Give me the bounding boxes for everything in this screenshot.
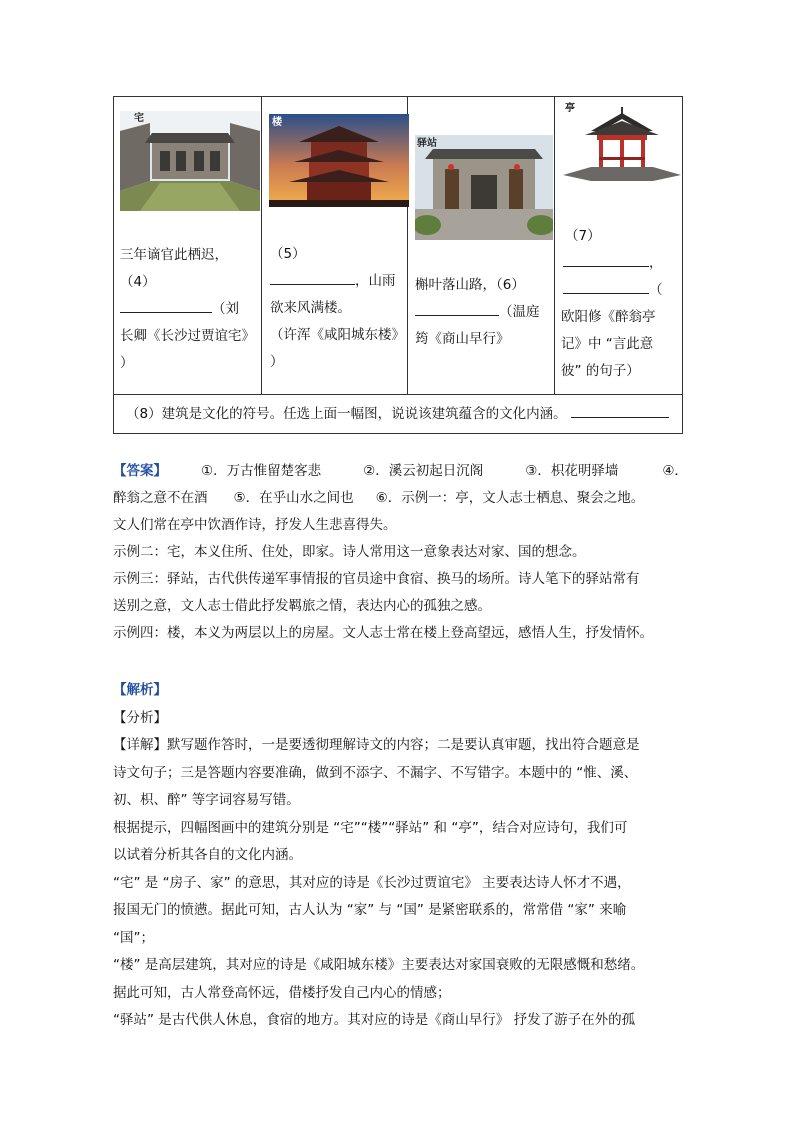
pavilion-photo bbox=[563, 101, 681, 189]
col2-author: （许浑《咸阳城东楼》 bbox=[270, 327, 405, 343]
col1-line3: （刘 bbox=[120, 296, 239, 323]
residence-image bbox=[120, 111, 260, 211]
question-table bbox=[113, 96, 683, 434]
col3-line2: （温庭 bbox=[415, 299, 540, 326]
answer-line-3: 文人们常在亭中饮酒作诗，抒发人生悲喜得失。 bbox=[113, 517, 397, 533]
answer-blank-7b[interactable] bbox=[563, 279, 649, 294]
answer-blank-6[interactable] bbox=[415, 301, 499, 316]
col1-line2: （4） bbox=[120, 274, 156, 290]
analysis-line-5: “宅” 是 “房子、家” 的意思，其对应的诗是《长沙过贾谊宅》 主要表达诗人怀才不遇， bbox=[113, 874, 631, 891]
analysis-line-8: “楼” 是高层建筑，其对应的诗是《咸阳城东楼》主要表达对家国衰败的无限感慨和愁绪。 bbox=[113, 957, 645, 973]
col4-quote: 记》中 “言此意 bbox=[561, 336, 654, 352]
pavilion-label: 亭 bbox=[565, 103, 575, 114]
analysis-sub: 【分析】 bbox=[113, 709, 167, 726]
analysis-line-6: 报国无门的愤懑。据此可知，古人认为 “家” 与 “国” 是紧密联系的，常常借 “家” 来喻 bbox=[113, 902, 627, 918]
answer-item-1: ①．万古惟留楚客悲 bbox=[201, 463, 322, 479]
analysis-line-4: 以试着分析其各自的文化内涵。 bbox=[113, 847, 302, 863]
post-station-photo bbox=[415, 135, 553, 240]
answer-line-4: 示例二：宅，本义住所、住处，即家。诗人常用这一意象表达对家、国的想念。 bbox=[113, 544, 586, 560]
column-post-station bbox=[408, 97, 555, 394]
question-8-row bbox=[114, 394, 682, 433]
answer-line-2: 醉翁之意不在酒 ⑤．在乎山水之间也 ⑥．示例一：亭，文人志士栖息、聚会之地。 bbox=[113, 490, 645, 506]
answer-item-3: ③．枳花明驿墙 bbox=[525, 463, 619, 479]
answer-tag: 【答案】 bbox=[113, 463, 167, 479]
col2-line2: ，山雨 bbox=[270, 268, 396, 295]
analysis-line-1: 诗文句子；三是答题内容要准确，做到不添字、不漏字、不写错字。本题中的 “惟、溪、 bbox=[113, 764, 638, 781]
pavilion-image bbox=[563, 101, 681, 189]
col2-line3: 欲来风满楼。 bbox=[270, 300, 351, 316]
col2-close: ） bbox=[270, 354, 284, 370]
analysis-line-10: “驿站” 是古代供人休息，食宿的地方。其对应的诗是《商山早行》 抒发了游子在外的孤 bbox=[113, 1012, 636, 1028]
col1-author: 长卿《长沙过贾谊宅》 bbox=[120, 328, 255, 344]
col4-line3: （ bbox=[563, 277, 663, 304]
analysis-tag: 【解析】 bbox=[113, 682, 167, 698]
residence-label: 宅 bbox=[134, 113, 144, 124]
answer-blank-4[interactable] bbox=[120, 298, 212, 313]
table-columns bbox=[114, 97, 682, 394]
analysis-line-7: “国”； bbox=[113, 929, 154, 946]
analysis-line-2: 初、枳、醉” 等字词容易写错。 bbox=[113, 792, 300, 808]
col3-author: 筠《商山早行》 bbox=[415, 331, 510, 347]
analysis-line-0: 【详解】默写题作答时，一是要透彻理解诗文的内容；二是要认真审题，找出符合题意是 bbox=[113, 737, 640, 753]
answer-line-1 bbox=[113, 458, 688, 485]
tower-photo bbox=[269, 114, 409, 207]
analysis-line-3: 根据提示，四幅图画中的建筑分别是 “宅”“楼”“驿站” 和 “亭”，结合对应诗句，我们可 bbox=[113, 819, 628, 836]
answer-blank-7a[interactable] bbox=[563, 252, 649, 267]
col2-line1: （5） bbox=[270, 246, 306, 262]
analysis-section bbox=[113, 677, 683, 1035]
answer-blank-5[interactable] bbox=[270, 270, 355, 285]
answer-line-7: 示例四：楼，本义为两层以上的房屋。文人志士常在楼上登高望远，感悟人生，抒发情怀。 bbox=[113, 625, 653, 641]
col1-close: ） bbox=[120, 355, 134, 371]
col4-quote-end: 彼” 的句子） bbox=[561, 363, 640, 379]
column-tower bbox=[262, 97, 408, 394]
question-8-text: （8）建筑是文化的符号。任选上面一幅图，说说该建筑蕴含的文化内涵。 bbox=[126, 406, 567, 422]
col3-line1: 槲叶落山路，（6） bbox=[415, 277, 525, 293]
analysis-line-9: 据此可知，古人常登高怀远，借楼抒发自己内心的情感； bbox=[113, 984, 451, 1001]
column-residence bbox=[114, 97, 262, 394]
post-station-label: 驿站 bbox=[417, 138, 437, 149]
answer-line-5: 示例三：驿站，古代供传递军事情报的官员途中食宿、换马的场所。诗人笔下的驿站常有 bbox=[113, 571, 640, 587]
detail-tag: 【详解】 bbox=[113, 737, 167, 753]
column-pavilion bbox=[555, 97, 682, 394]
col4-line2: ， bbox=[563, 250, 663, 277]
tower-label: 楼 bbox=[272, 117, 282, 128]
answer-item-4: ④． bbox=[662, 463, 688, 479]
answer-blank-8[interactable] bbox=[571, 403, 669, 418]
col4-author: 欧阳修《醉翁亭 bbox=[561, 309, 656, 325]
col4-line1: （7） bbox=[565, 228, 601, 244]
post-station-image bbox=[415, 135, 553, 240]
answer-section bbox=[113, 458, 688, 647]
answer-item-2: ②．溪云初起日沉阁 bbox=[363, 463, 484, 479]
col1-line1: 三年谪官此栖迟， bbox=[120, 247, 228, 263]
answer-line-6: 送别之意，文人志士借此抒发羁旅之情，表达内心的孤独之感。 bbox=[113, 598, 491, 614]
tower-image bbox=[269, 114, 409, 207]
residence-photo bbox=[120, 111, 260, 211]
